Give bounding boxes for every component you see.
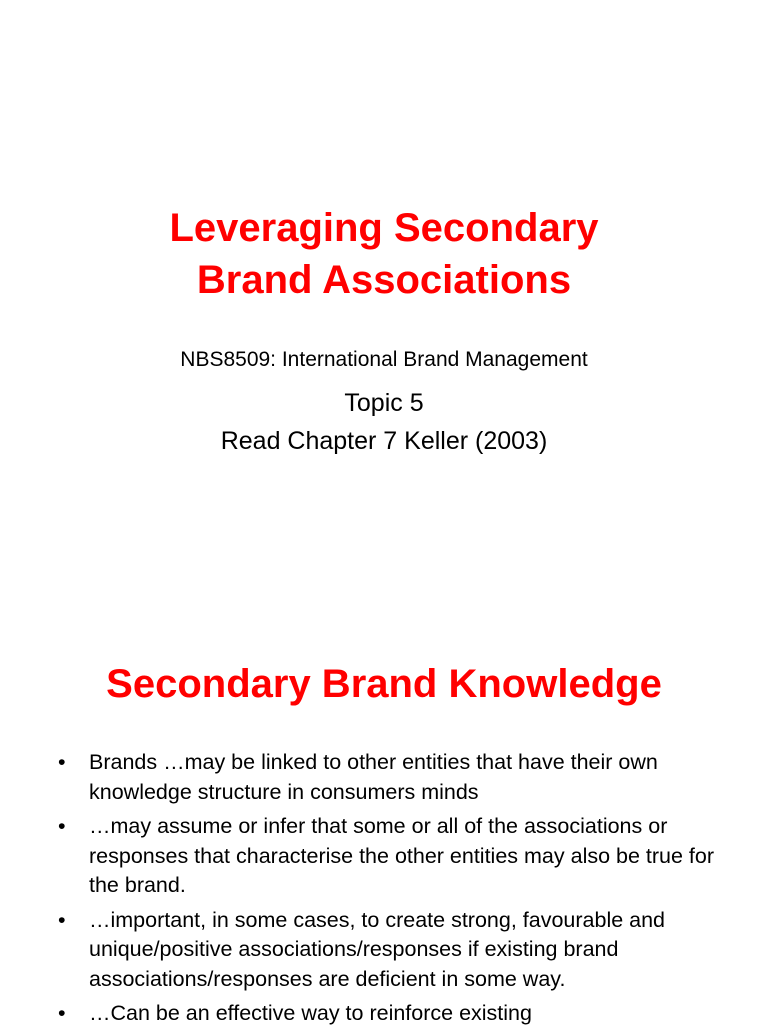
- title-line-1: Leveraging Secondary: [169, 206, 599, 250]
- topic-block: [0, 384, 768, 460]
- bullet-dot-icon: •: [58, 907, 66, 932]
- bullet-list: [58, 748, 718, 1034]
- slide-2: [0, 600, 768, 1024]
- bullet-item: [58, 999, 718, 1029]
- bullet-item: [58, 748, 718, 807]
- slide-1-title: [0, 202, 768, 306]
- topic-number: Topic 5: [344, 389, 424, 417]
- bullet-text: Brands …may be linked to other entities that have their own knowledge structure in consumers minds: [89, 750, 658, 804]
- reading-assignment: Read Chapter 7 Keller (2003): [220, 427, 548, 455]
- bullet-text: …may assume or infer that some or all of the associations or responses that characterise the other entities may also be true for the brand.: [89, 814, 715, 897]
- bullet-text: …important, in some cases, to create strong, favourable and unique/positive associations/responses if existing brand associations/responses are deficient in some way.: [89, 907, 666, 991]
- title-line-2: Brand Associations: [196, 258, 572, 302]
- bullet-dot-icon: •: [58, 1001, 66, 1025]
- bullet-dot-icon: •: [58, 814, 66, 838]
- bullet-dot-icon: •: [58, 750, 66, 774]
- bullet-item: [58, 906, 718, 995]
- course-name: NBS8509: International Brand Management: [180, 348, 588, 371]
- bullet-item: [58, 812, 718, 901]
- bullet-text: …Can be an effective way to reinforce existing: [89, 1001, 532, 1025]
- slide-2-title: Secondary Brand Knowledge: [106, 662, 662, 706]
